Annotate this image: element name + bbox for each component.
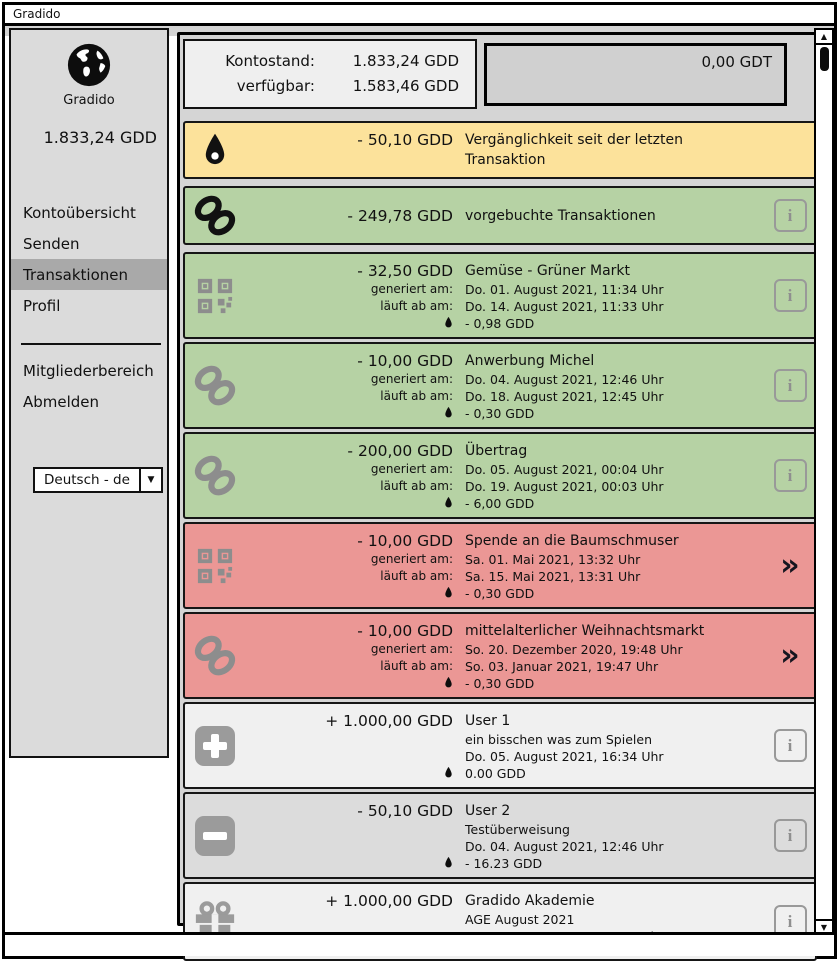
verfuegbar-label: verfügbar: — [236, 77, 315, 95]
transaction-action-cell — [765, 254, 815, 337]
sidebar-item-profil[interactable]: Profil — [23, 296, 61, 315]
transaction-icon-cell — [185, 123, 245, 177]
expires-date: Do. 14. August 2021, 11:33 Uhr — [465, 299, 664, 314]
transaction-icon-cell — [185, 254, 245, 337]
decay-amount: 0.00 GDD — [465, 766, 526, 781]
sidebar-nav-secondary — [11, 355, 167, 417]
transaction-list — [183, 121, 817, 964]
vertical-scrollbar[interactable] — [814, 28, 834, 936]
transaction-title: Anwerbung Michel — [465, 353, 595, 369]
expires-date: So. 03. Januar 2021, 19:47 Uhr — [465, 659, 659, 674]
transaction-row[interactable] — [183, 522, 817, 609]
transaction-title: vorgebuchte Transaktionen — [465, 207, 656, 224]
transaction-action-cell — [765, 524, 815, 607]
expires-label: läuft ab am: — [380, 299, 453, 313]
transaction-icon-cell — [185, 524, 245, 607]
transaction-row — [183, 702, 817, 789]
transaction-title: Gemüse - Grüner Markt — [465, 263, 631, 279]
info-icon[interactable]: i — [774, 459, 807, 492]
chevron-double-icon[interactable]: » — [780, 637, 800, 673]
scrollbar-down-icon[interactable]: ▼ — [816, 919, 832, 934]
transaction-title: Übertrag — [465, 443, 528, 459]
generated-label: generiert am: — [370, 462, 453, 476]
decay-drop-icon — [444, 676, 453, 689]
transaction-action-cell — [765, 794, 815, 877]
kontostand-label: Kontostand: — [225, 52, 315, 70]
transaction-title: Gradido Akademie — [465, 893, 595, 909]
window-titlebar — [5, 5, 834, 26]
transaction-memo: Testüberweisung — [465, 822, 570, 837]
generated-date: So. 20. Dezember 2020, 19:48 Uhr — [465, 642, 683, 657]
transaction-icon-cell — [185, 794, 245, 877]
transaction-amount: - 50,10 GDD — [357, 131, 453, 149]
gradido-logo — [11, 42, 167, 92]
expires-label: läuft ab am: — [380, 659, 453, 673]
expires-date: Do. 18. August 2021, 12:45 Uhr — [465, 389, 664, 404]
balance-box — [183, 39, 477, 109]
transaction-action-cell — [765, 123, 815, 177]
transaction-icon-cell — [185, 344, 245, 427]
transaction-row — [183, 186, 817, 245]
info-icon[interactable]: i — [774, 199, 807, 232]
sidebar-item-senden[interactable]: Senden — [23, 234, 80, 253]
expires-date: Sa. 15. Mai 2021, 13:31 Uhr — [465, 569, 641, 584]
verfuegbar-value: 1.583,46 GDD — [352, 77, 459, 95]
sidebar-item-abmelden[interactable]: Abmelden — [23, 392, 100, 411]
sidebar-balance: 1.833,24 GDD — [43, 128, 157, 147]
transaction-icon-cell — [185, 434, 245, 517]
transaction-action-cell — [765, 614, 815, 697]
chain-icon — [192, 634, 238, 678]
sidebar-item-transaktionen[interactable]: Transaktionen — [11, 259, 167, 290]
transaction-date: Do. 04. August 2021, 12:46 Uhr — [465, 839, 664, 854]
transaction-title: Vergänglichkeit seit der letzten Transaktion — [465, 132, 683, 168]
generated-date: Sa. 01. Mai 2021, 13:32 Uhr — [465, 552, 641, 567]
transaction-icon-cell — [185, 614, 245, 697]
language-select[interactable] — [33, 467, 163, 493]
dropdown-arrow-icon[interactable]: ▼ — [139, 469, 161, 491]
transaction-row — [183, 342, 817, 429]
globe-icon — [66, 42, 112, 88]
transaction-row[interactable] — [183, 612, 817, 699]
decay-drop-cell — [245, 855, 453, 872]
transaction-amount: - 10,00 GDD — [357, 622, 453, 640]
gdt-box — [484, 43, 787, 106]
plus-icon — [194, 725, 236, 767]
horizontal-scrollbar[interactable] — [5, 932, 834, 956]
qr-code-icon — [196, 277, 234, 315]
info-icon[interactable]: i — [774, 819, 807, 852]
decay-drop-icon — [202, 132, 228, 168]
decay-drop-cell — [245, 585, 453, 602]
transaction-amount: + 1.000,00 GDD — [325, 712, 453, 730]
chain-icon — [192, 194, 238, 238]
transaction-row — [183, 121, 817, 179]
decay-amount: - 16.23 GDD — [465, 856, 543, 871]
expires-date: Do. 19. August 2021, 00:03 Uhr — [465, 479, 664, 494]
minus-icon — [194, 815, 236, 857]
transaction-action-cell — [765, 344, 815, 427]
transaction-amount: - 200,00 GDD — [347, 442, 453, 460]
info-icon[interactable]: i — [774, 729, 807, 762]
decay-drop-cell — [245, 675, 453, 692]
window-content — [5, 26, 834, 956]
transaction-title: mittelalterlicher Weihnachtsmarkt — [465, 623, 705, 639]
sidebar-item-kontouebersicht[interactable]: Kontoübersicht — [23, 203, 136, 222]
generated-date: Do. 01. August 2021, 11:34 Uhr — [465, 282, 664, 297]
transaction-amount: - 32,50 GDD — [357, 262, 453, 280]
decay-drop-icon — [444, 316, 453, 329]
scrollbar-up-icon[interactable]: ▲ — [816, 30, 832, 45]
transaction-row — [183, 792, 817, 879]
transaction-title: User 2 — [465, 803, 511, 819]
chain-icon — [192, 454, 238, 498]
transaction-row — [183, 252, 817, 339]
sidebar-nav — [11, 197, 167, 321]
transaction-row — [183, 432, 817, 519]
decay-amount: - 0,30 GDD — [465, 406, 535, 421]
generated-label: generiert am: — [370, 642, 453, 656]
language-selected-value: Deutsch - de — [44, 472, 130, 488]
gdt-value: 0,00 GDT — [701, 53, 772, 71]
logo-label: Gradido — [63, 93, 115, 108]
app-window — [2, 2, 837, 959]
chevron-double-icon[interactable]: » — [780, 547, 800, 583]
sidebar-item-mitgliederbereich[interactable]: Mitgliederbereich — [23, 361, 154, 380]
transaction-amount: - 50,10 GDD — [357, 802, 453, 820]
generated-label: generiert am: — [370, 282, 453, 296]
sidebar-divider — [21, 343, 161, 345]
kontostand-value: 1.833,24 GDD — [352, 52, 459, 70]
decay-amount: - 6,00 GDD — [465, 496, 535, 511]
expires-label: läuft ab am: — [380, 569, 453, 583]
transaction-memo: ein bisschen was zum Spielen — [465, 732, 652, 747]
transaction-amount: + 1.000,00 GDD — [325, 892, 453, 910]
transaction-amount: - 10,00 GDD — [357, 532, 453, 550]
transaction-action-cell — [765, 434, 815, 517]
decay-drop-icon — [444, 586, 453, 599]
window-title: Gradido — [13, 7, 61, 21]
transaction-date: Do. 05. August 2021, 16:34 Uhr — [465, 749, 664, 764]
transaction-memo: AGE August 2021 — [465, 912, 575, 927]
qr-code-icon — [196, 547, 234, 585]
info-icon[interactable]: i — [774, 279, 807, 312]
generated-label: generiert am: — [370, 372, 453, 386]
transaction-action-cell — [765, 704, 815, 787]
generated-label: generiert am: — [370, 552, 453, 566]
scrollbar-thumb[interactable] — [820, 47, 829, 71]
info-icon[interactable]: i — [774, 905, 807, 938]
transaction-action-cell — [765, 188, 815, 243]
decay-drop-cell — [245, 315, 453, 332]
decay-amount: - 0,30 GDD — [465, 676, 535, 691]
transaction-amount: - 249,78 GDD — [347, 206, 453, 225]
info-icon[interactable]: i — [774, 369, 807, 402]
generated-date: Do. 04. August 2021, 12:46 Uhr — [465, 372, 664, 387]
decay-drop-icon — [444, 766, 453, 779]
expires-label: läuft ab am: — [380, 389, 453, 403]
decay-drop-cell — [245, 495, 453, 512]
decay-drop-icon — [444, 856, 453, 869]
transaction-icon-cell — [185, 704, 245, 787]
decay-drop-icon — [444, 496, 453, 509]
sidebar — [9, 28, 169, 758]
decay-amount: - 0,98 GDD — [465, 316, 535, 331]
decay-drop-icon — [444, 406, 453, 419]
decay-drop-cell — [245, 405, 453, 422]
expires-label: läuft ab am: — [380, 479, 453, 493]
transaction-title: User 1 — [465, 713, 511, 729]
transaction-icon-cell — [185, 188, 245, 243]
transaction-title: Spende an die Baumschmuser — [465, 533, 679, 549]
generated-date: Do. 05. August 2021, 00:04 Uhr — [465, 462, 664, 477]
main-panel — [177, 32, 823, 931]
transaction-amount: - 10,00 GDD — [357, 352, 453, 370]
decay-amount: - 0,30 GDD — [465, 586, 535, 601]
decay-drop-cell — [245, 765, 453, 782]
chain-icon — [192, 364, 238, 408]
